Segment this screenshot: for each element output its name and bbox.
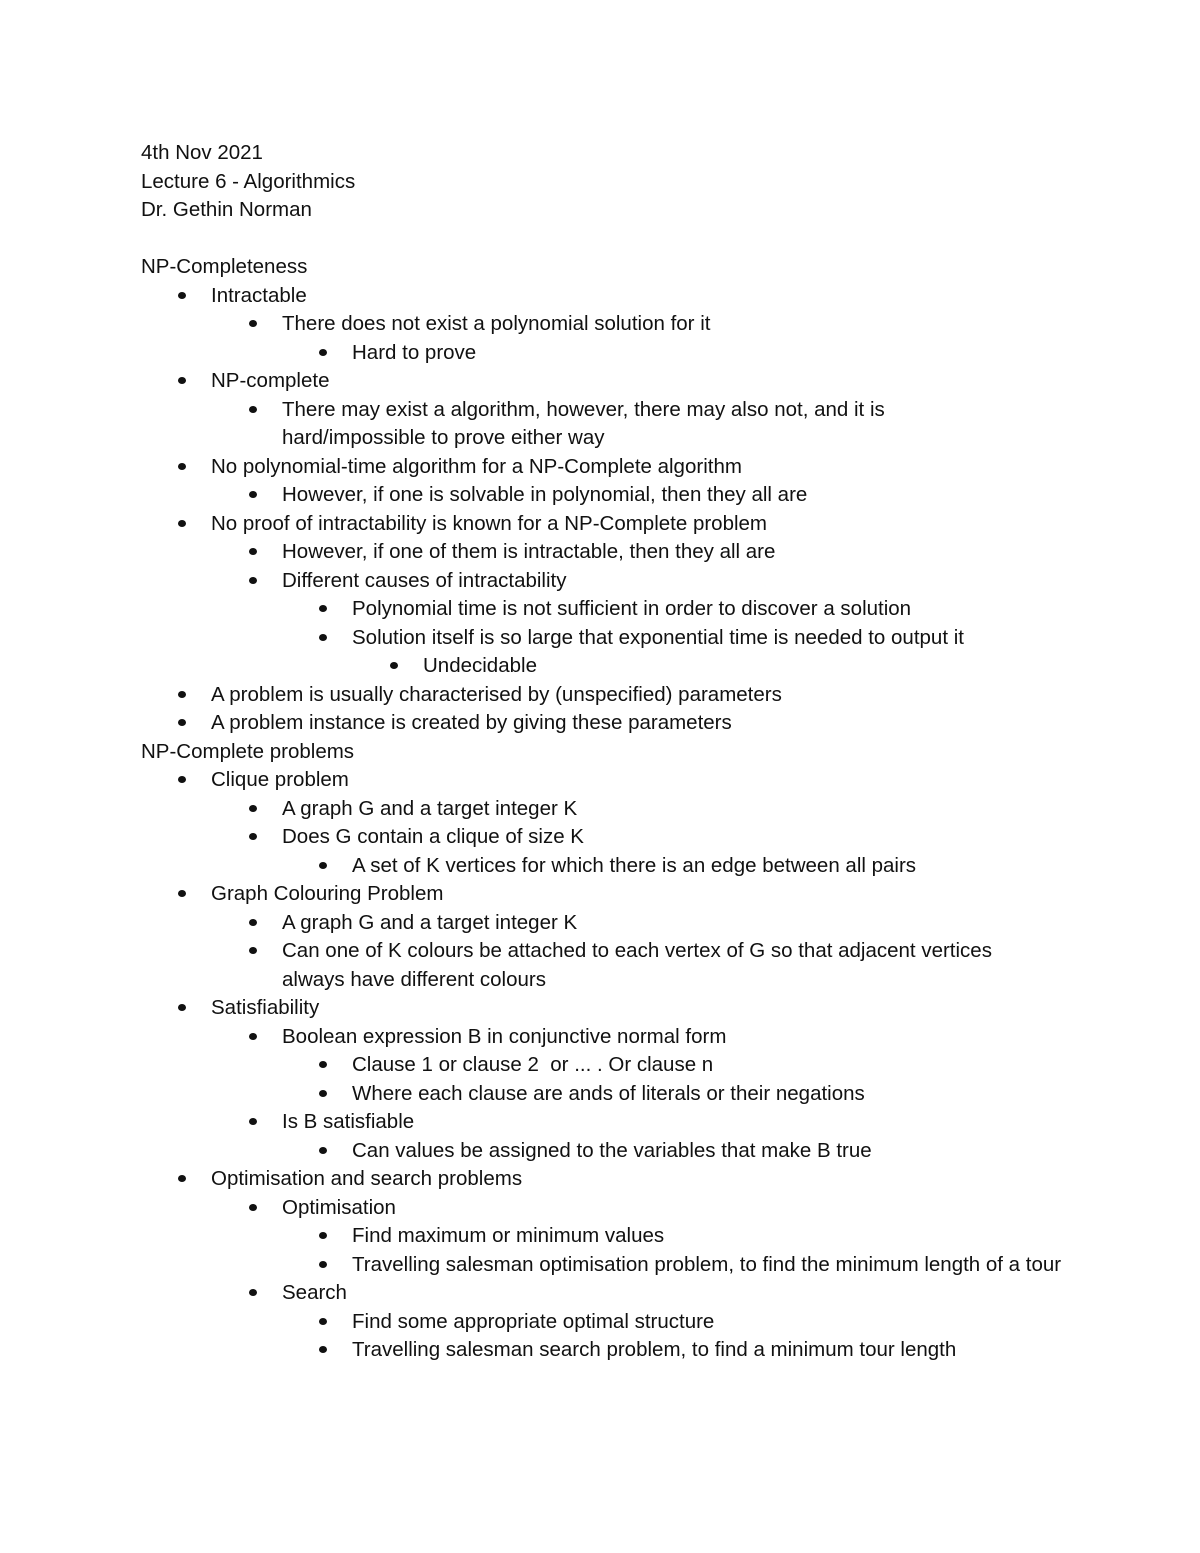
list-item: Travelling salesman optimisation problem, to find the minimum length of a tour [141,1251,1081,1280]
list-item: Find maximum or minimum values [141,1222,1081,1251]
list-item: Can values be assigned to the variables that make B true [141,1137,1081,1166]
list-item: Optimisation and search problems [141,1165,1081,1194]
list-item: Intractable [141,282,1081,311]
section-heading-np-complete-problems: NP-Complete problems [141,739,355,763]
list-item: Hard to prove [141,339,1081,368]
list-item: Travelling salesman search problem, to find a minimum tour length [141,1336,1081,1365]
document-page [141,139,1081,1365]
document-date: 4th Nov 2021 [141,141,263,164]
list-item: Where each clause are ands of literals or their negations [141,1080,1081,1109]
list-item: Search [141,1279,1081,1308]
list-item: Solution itself is so large that exponential time is needed to output it [141,624,1081,653]
list-item: There does not exist a polynomial solution for it [141,310,1081,339]
list-item: No polynomial-time algorithm for a NP-Complete algorithm [141,453,1081,482]
list-item: Clique problem [141,766,1081,795]
list-item: No proof of intractability is known for a NP-Complete problem [141,510,1081,539]
list-item: A problem instance is created by giving these parameters [141,709,1081,738]
section-heading-np-completeness: NP-Completeness [141,255,308,278]
list-item: NP-complete [141,367,1081,396]
list-item: Satisfiability [141,994,1081,1023]
list-item: A graph G and a target integer K [141,795,1081,824]
list-item: Boolean expression B in conjunctive normal form [141,1023,1081,1052]
list-item: Is B satisfiable [141,1108,1081,1137]
blank-line [141,225,1081,254]
list-item: Optimisation [141,1194,1081,1223]
list-item: Undecidable [141,652,1081,681]
list-item: Does G contain a clique of size K [141,823,1081,852]
list-item: Graph Colouring Problem [141,880,1081,909]
document-lecturer: Dr. Gethin Norman [141,198,312,221]
list-item: There may exist a algorithm, however, there may also not, and it is hard/impossible to prove either way [141,396,1081,453]
np-complete-problems-list [141,766,1081,1365]
list-item: Polynomial time is not sufficient in order to discover a solution [141,595,1081,624]
list-item: Different causes of intractability [141,567,1081,596]
list-item: A set of K vertices for which there is an edge between all pairs [141,852,1081,881]
list-item: A problem is usually characterised by (unspecified) parameters [141,681,1081,710]
list-item: Find some appropriate optimal structure [141,1308,1081,1337]
document-lecture-title: Lecture 6 - Algorithmics [141,169,356,193]
list-item: Can one of K colours be attached to each vertex of G so that adjacent vertices always have different colours [141,937,1081,994]
list-item: A graph G and a target integer K [141,909,1081,938]
list-item: However, if one is solvable in polynomial, then they all are [141,481,1081,510]
np-completeness-list [141,282,1081,738]
list-item: However, if one of them is intractable, then they all are [141,538,1081,567]
list-item: Clause 1 or clause 2 or ... . Or clause n [141,1051,1081,1080]
